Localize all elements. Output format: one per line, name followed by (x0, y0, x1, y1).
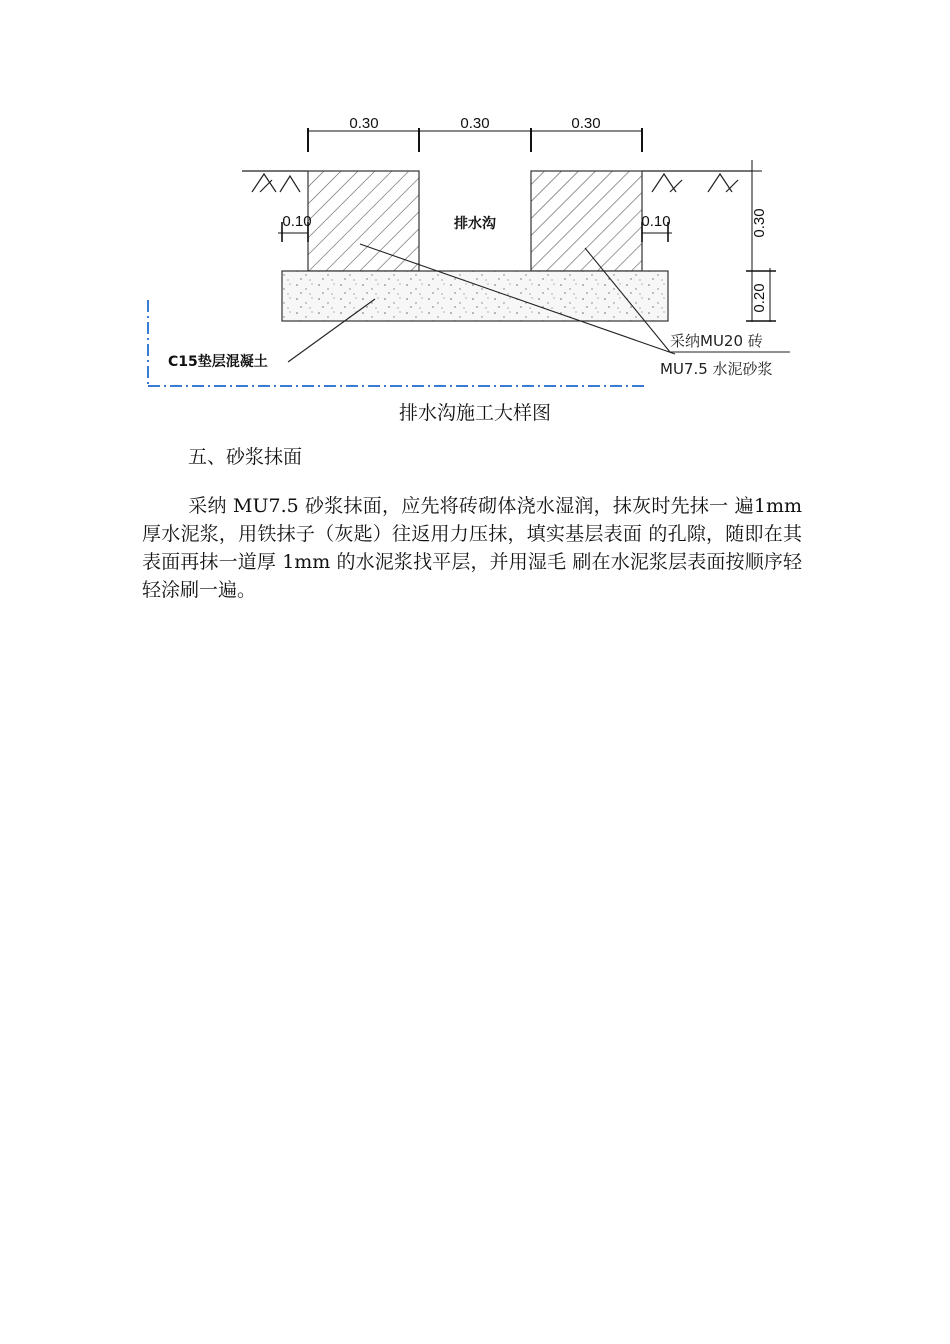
side-dim-lower: 0.20 (751, 283, 768, 313)
mortar-label: MU7.5 水泥砂浆 (660, 360, 773, 378)
drainage-detail-drawing (140, 100, 820, 400)
top-dim-1: 0.30 (349, 115, 379, 132)
section-heading: 五、砂浆抹面 (188, 446, 303, 468)
paragraph-text: 采纳 MU7.5 砂浆抹面，应先将砖砌体浇水湿润，抹灰时先抹一 遍1mm 厚水泥浆，用铁抹子（灰匙）往返用力压抹，填实基层表面 的孔隙，随即在其表面再抹一道厚 1mm 的水泥浆找平层，并用湿毛 刷在水泥浆层表面按顺序轻轻涂刷一遍。 (142, 495, 802, 601)
left-offset-dim: 0.10 (282, 213, 312, 230)
section-paragraph (142, 492, 802, 604)
side-dim-upper: 0.30 (751, 208, 768, 238)
channel-label: 排水沟 (454, 216, 496, 232)
right-brick-wall (531, 171, 642, 271)
right-offset-dim: 0.10 (641, 213, 671, 230)
top-dim-2: 0.30 (460, 115, 490, 132)
top-dim-3: 0.30 (571, 115, 601, 132)
left-brick-wall (308, 171, 419, 271)
brick-label: 采纳MU20 砖 (670, 332, 763, 350)
figure-caption: 排水沟施工大样图 (398, 402, 551, 424)
cushion-label: C15垫层混凝土 (168, 354, 268, 370)
drainage-detail-figure (140, 100, 820, 400)
